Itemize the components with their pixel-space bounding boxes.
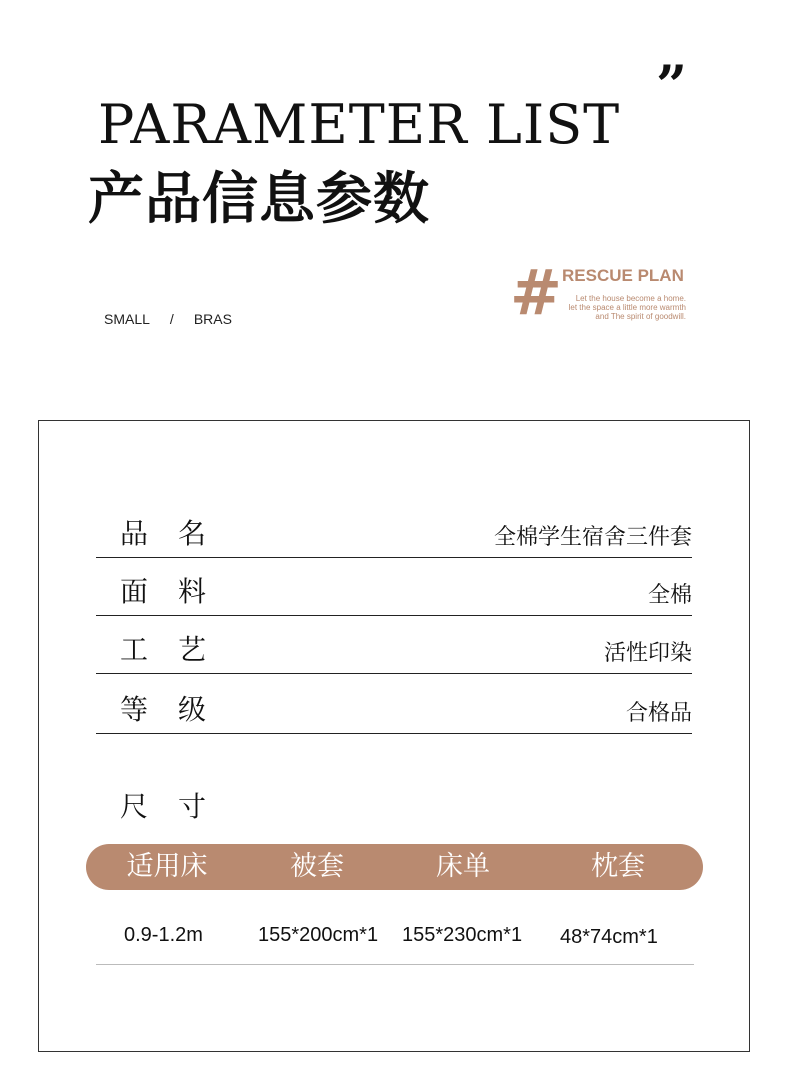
param-row-fabric <box>96 558 692 616</box>
breadcrumb-item-small: SMALL <box>104 311 150 327</box>
param-row-craft <box>96 616 692 674</box>
breadcrumb-item-bras: BRAS <box>193 311 232 327</box>
rescue-plan-line: Let the house become a home. <box>575 294 686 303</box>
param-value: 全棉学生宿舍三件套 <box>493 524 692 550</box>
size-cell: 48*74cm*1 <box>560 926 658 948</box>
size-cell: 0.9-1.2m <box>124 924 203 946</box>
param-row-name <box>96 500 692 558</box>
page-title-chinese: 产品信息参数 <box>88 167 430 232</box>
size-cell: 155*230cm*1 <box>402 924 523 946</box>
size-header-pillowcase: 枕套 <box>591 851 645 882</box>
rescue-plan-line: let the space a little more warmth <box>568 303 686 312</box>
hash-icon: # <box>510 256 562 329</box>
page-title-english: PARAMETER LIST <box>98 93 621 156</box>
param-value: 活性印染 <box>603 640 692 666</box>
param-label: 工艺 <box>120 633 237 667</box>
size-header-quilt-cover: 被套 <box>290 851 344 882</box>
param-label: 品名 <box>120 517 237 551</box>
param-label: 等级 <box>120 693 237 727</box>
size-table-header <box>86 844 703 890</box>
breadcrumb-separator: / <box>169 311 174 327</box>
size-section-label: 尺寸 <box>120 790 237 823</box>
rescue-plan-line: and The spirit of goodwill. <box>595 312 686 321</box>
size-header-bed: 适用床 <box>126 851 208 882</box>
size-table-row <box>96 916 694 965</box>
param-value: 合格品 <box>625 700 692 726</box>
param-value: 全棉 <box>647 582 692 608</box>
quote-mark-icon: ” <box>656 53 688 117</box>
param-row-grade <box>96 676 692 734</box>
size-header-sheet: 床单 <box>436 851 490 882</box>
size-cell: 155*200cm*1 <box>258 924 379 946</box>
breadcrumb <box>104 311 232 327</box>
param-label: 面料 <box>120 575 237 609</box>
rescue-plan-title: RESCUE PLAN <box>562 266 684 285</box>
rescue-plan-text <box>569 294 686 321</box>
